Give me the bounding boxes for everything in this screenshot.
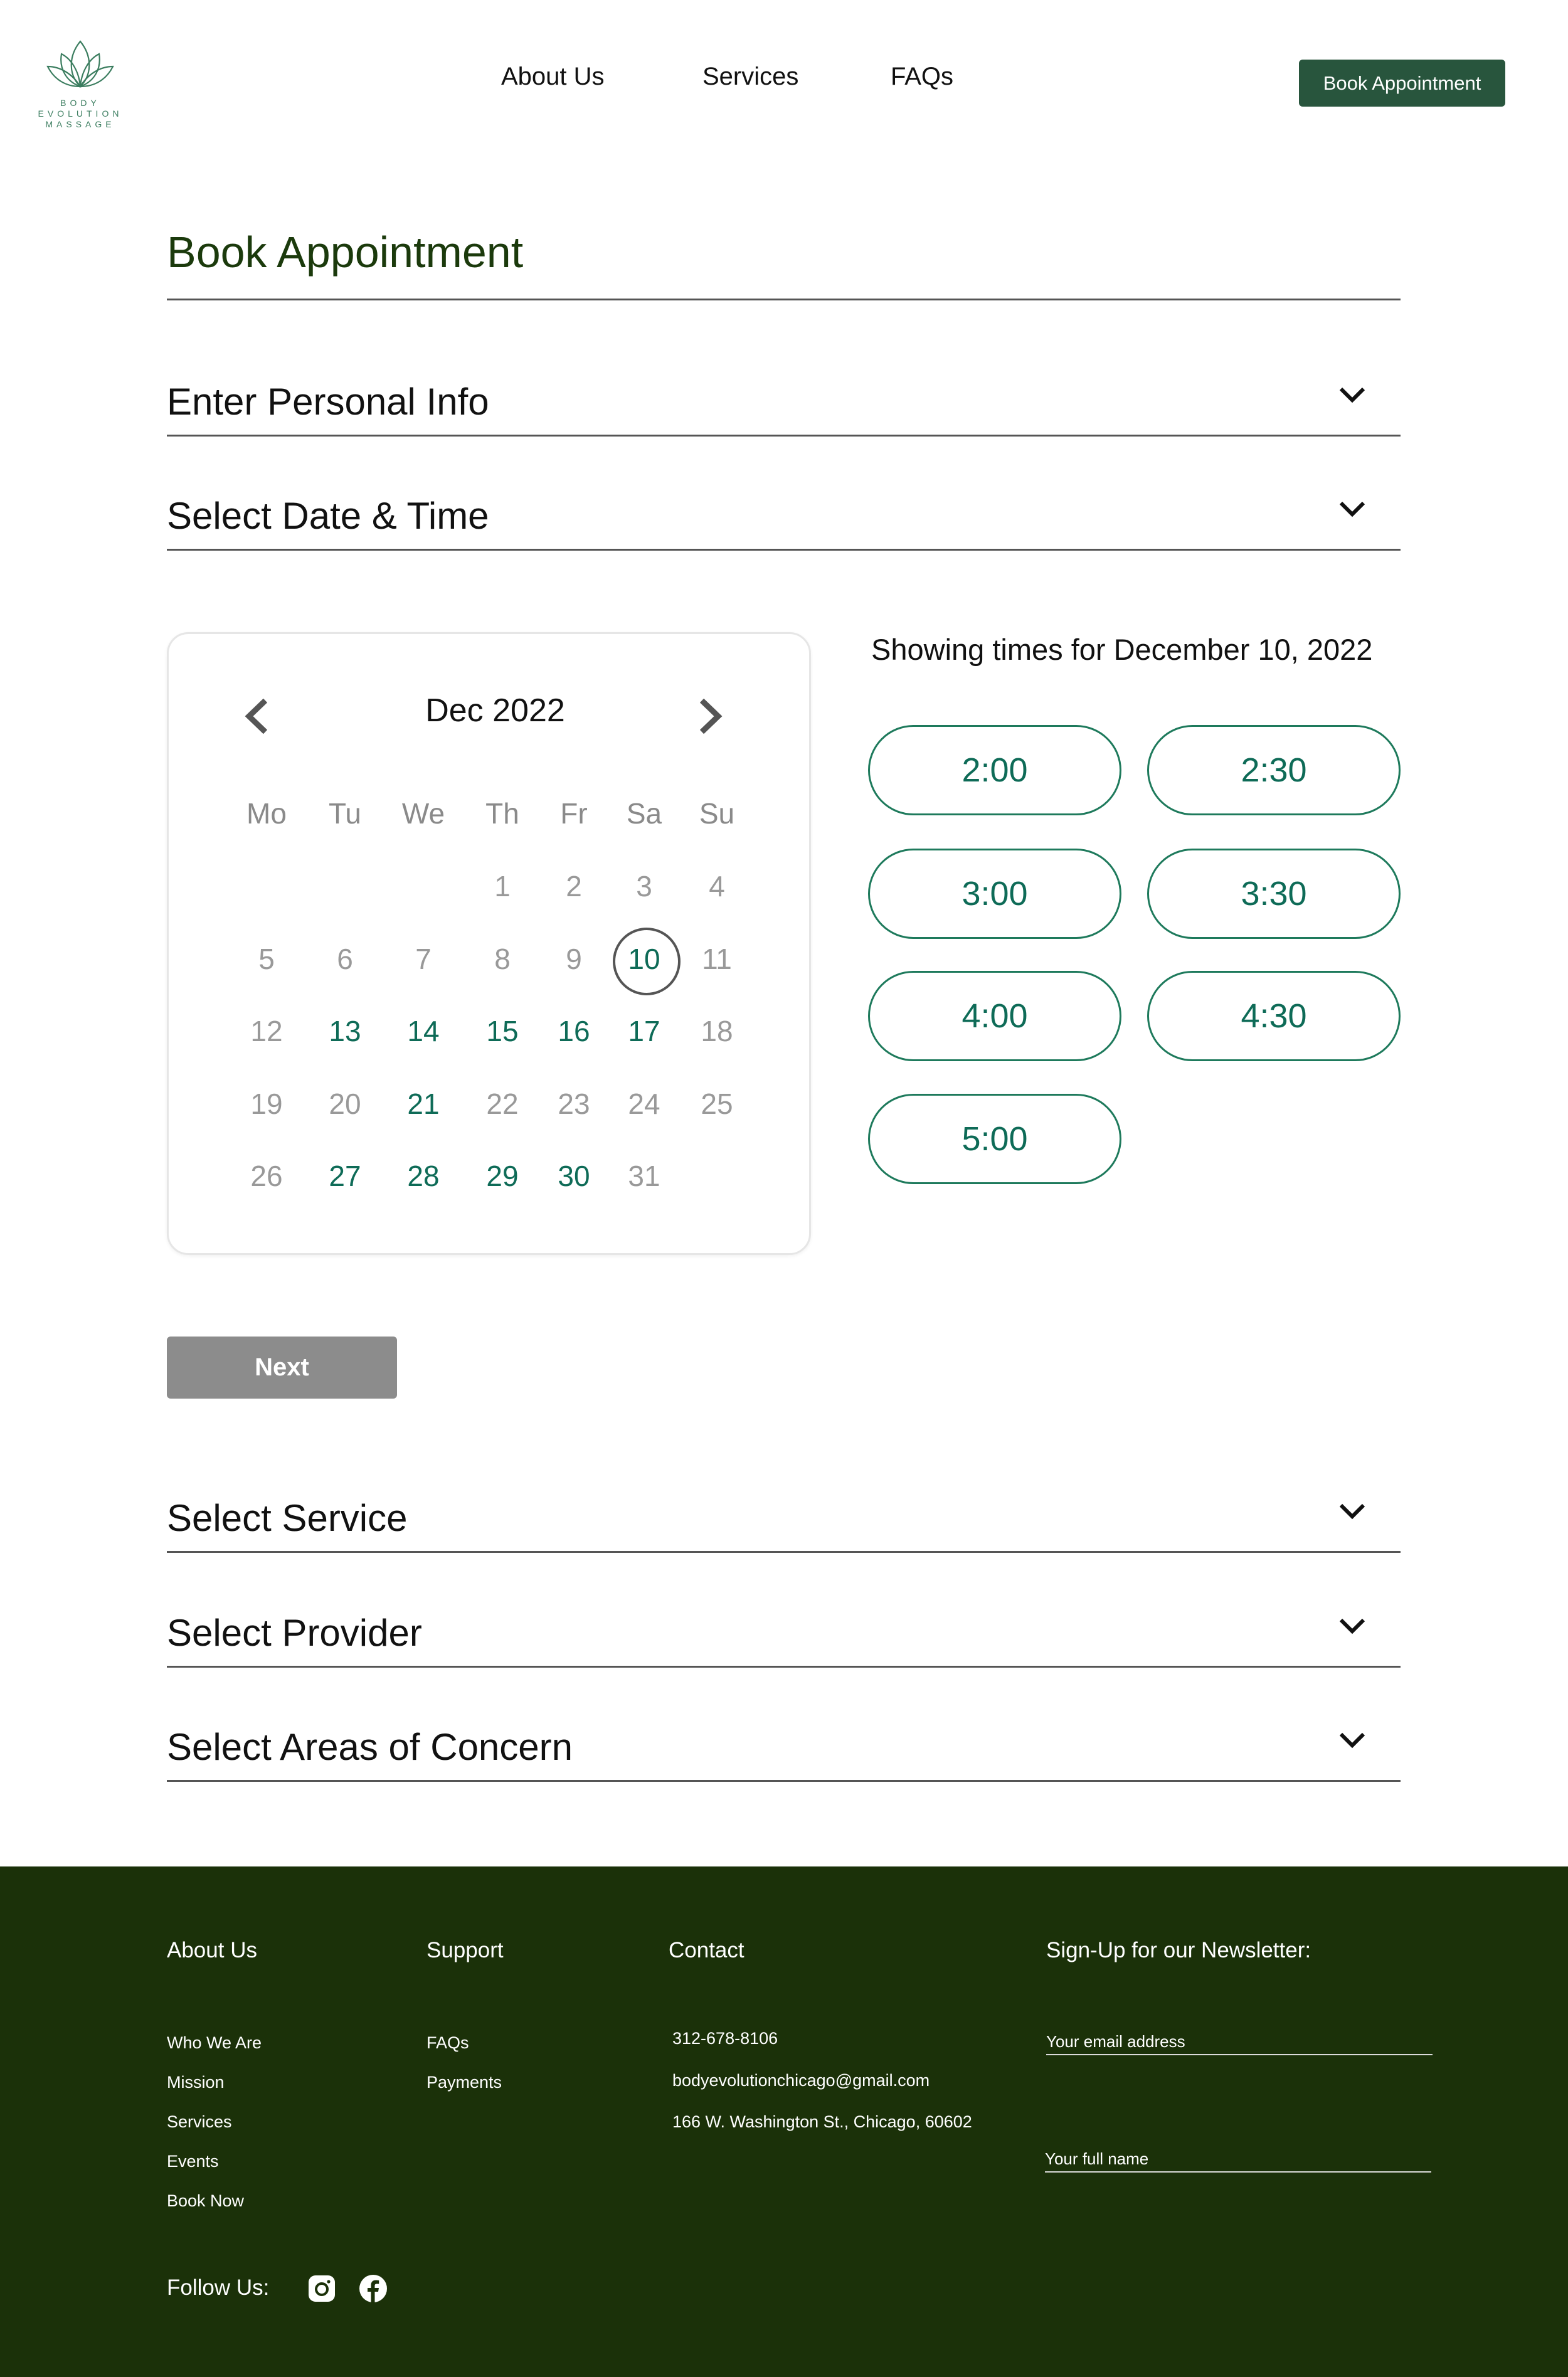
calendar-grid [169,634,809,1253]
calendar-day: 26 [250,1160,283,1192]
footer-about-heading: About Us [167,1938,257,1962]
footer-address: 166 W. Washington St., Chicago, 60602 [672,2112,972,2131]
footer-link-book-now[interactable]: Book Now [167,2191,245,2210]
calendar-day: 12 [250,1015,283,1047]
calendar-day: 4 [709,870,725,903]
lotus-icon [30,36,130,90]
footer-link-services[interactable]: Services [167,2112,232,2131]
weekday-label: Su [699,797,735,830]
calendar-day: 6 [337,942,353,975]
section-personal-info[interactable] [167,361,1401,437]
calendar-day: 11 [702,942,732,975]
follow-us-label: Follow Us: [167,2275,270,2300]
calendar-day: 3 [636,870,652,903]
calendar-day: 2 [566,870,582,903]
weekday-label: Sa [626,797,662,830]
calendar-day: 19 [250,1087,283,1120]
nav-faqs[interactable]: FAQs [891,63,954,90]
weekday-label: Fr [560,797,588,830]
calendar-day[interactable]: 28 [407,1160,440,1192]
footer-link-payments[interactable]: Payments [426,2073,502,2092]
calendar-day[interactable]: 13 [329,1015,361,1047]
calendar-day: 23 [558,1087,590,1120]
chevron-down-icon [1338,1502,1366,1521]
footer-link-events[interactable]: Events [167,2152,219,2171]
calendar-day: 8 [494,942,511,975]
section-service[interactable] [167,1478,1401,1553]
instagram-icon[interactable] [307,2274,336,2303]
newsletter-email-input[interactable] [1046,2032,1433,2055]
chevron-down-icon [1338,1731,1366,1750]
chevron-down-icon [1338,1617,1366,1636]
chevron-down-icon [1338,386,1366,405]
calendar-day: 20 [329,1087,361,1120]
nav-about-us[interactable]: About Us [501,63,605,90]
calendar-day[interactable]: 30 [558,1160,590,1192]
time-slot-button[interactable]: 3:00 [868,849,1121,939]
footer-email: bodyevolutionchicago@gmail.com [672,2071,930,2090]
newsletter-name-input[interactable] [1045,2149,1431,2173]
logo[interactable] [30,36,130,130]
footer-link-faqs[interactable]: FAQs [426,2033,469,2052]
time-slot-button[interactable]: 3:30 [1147,849,1401,939]
section-label: Select Areas of Concern [167,1726,573,1768]
footer-phone: 312-678-8106 [672,2029,778,2048]
calendar-day: 7 [415,942,432,975]
next-button[interactable]: Next [167,1337,397,1399]
calendar-day[interactable]: 15 [486,1015,519,1047]
logo-text-massage: MASSAGE [45,119,115,129]
calendar-day: 1 [494,870,511,903]
logo-text-evolution: EVOLUTION [38,109,123,119]
calendar-day[interactable]: 16 [558,1015,590,1047]
time-slot-button[interactable]: 2:00 [868,725,1121,815]
logo-text-body: BODY [60,98,100,108]
weekday-label: Tu [329,797,361,830]
calendar-month-label: Dec 2022 [425,692,565,729]
times-label: Showing times for December 10, 2022 [871,633,1373,666]
section-label: Enter Personal Info [167,381,489,423]
time-slot-button[interactable]: 5:00 [868,1094,1121,1184]
calendar-day[interactable]: 27 [329,1160,361,1192]
section-label: Select Provider [167,1612,422,1654]
calendar-day[interactable]: 17 [628,1015,660,1047]
calendar-day: 24 [628,1087,660,1120]
weekday-label: Mo [246,797,287,830]
calendar-day: 18 [701,1015,733,1047]
calendar-day-selected[interactable]: 10 [610,934,679,984]
footer-contact-heading: Contact [669,1938,744,1962]
calendar-day: 22 [486,1087,519,1120]
time-slot-button[interactable]: 4:00 [868,971,1121,1061]
section-provider[interactable] [167,1592,1401,1668]
section-date-time[interactable] [167,475,1401,551]
time-slot-button[interactable]: 2:30 [1147,725,1401,815]
calendar-day: 9 [566,942,582,975]
calendar-day[interactable]: 29 [486,1160,519,1192]
chevron-down-icon [1338,500,1366,519]
calendar-day: 31 [628,1160,660,1192]
section-label: Select Service [167,1497,408,1539]
weekday-label: Th [485,797,519,830]
footer-link-who-we-are[interactable]: Who We Are [167,2033,262,2052]
nav-services[interactable]: Services [702,63,799,90]
calendar-day[interactable]: 14 [407,1015,440,1047]
calendar-day: 5 [258,942,275,975]
calendar [167,632,811,1255]
title-divider [167,299,1401,300]
section-label: Select Date & Time [167,495,489,537]
footer-support-heading: Support [426,1938,504,1962]
facebook-icon[interactable] [359,2274,388,2303]
page-title: Book Appointment [167,228,524,277]
book-appointment-button[interactable]: Book Appointment [1299,60,1505,107]
time-slot-button[interactable]: 4:30 [1147,971,1401,1061]
calendar-day[interactable]: 21 [407,1087,440,1120]
section-areas-of-concern[interactable] [167,1707,1401,1782]
weekday-label: We [401,797,445,830]
footer-newsletter-heading: Sign-Up for our Newsletter: [1046,1938,1311,1962]
footer-link-mission[interactable]: Mission [167,2073,225,2092]
calendar-day: 25 [701,1087,733,1120]
